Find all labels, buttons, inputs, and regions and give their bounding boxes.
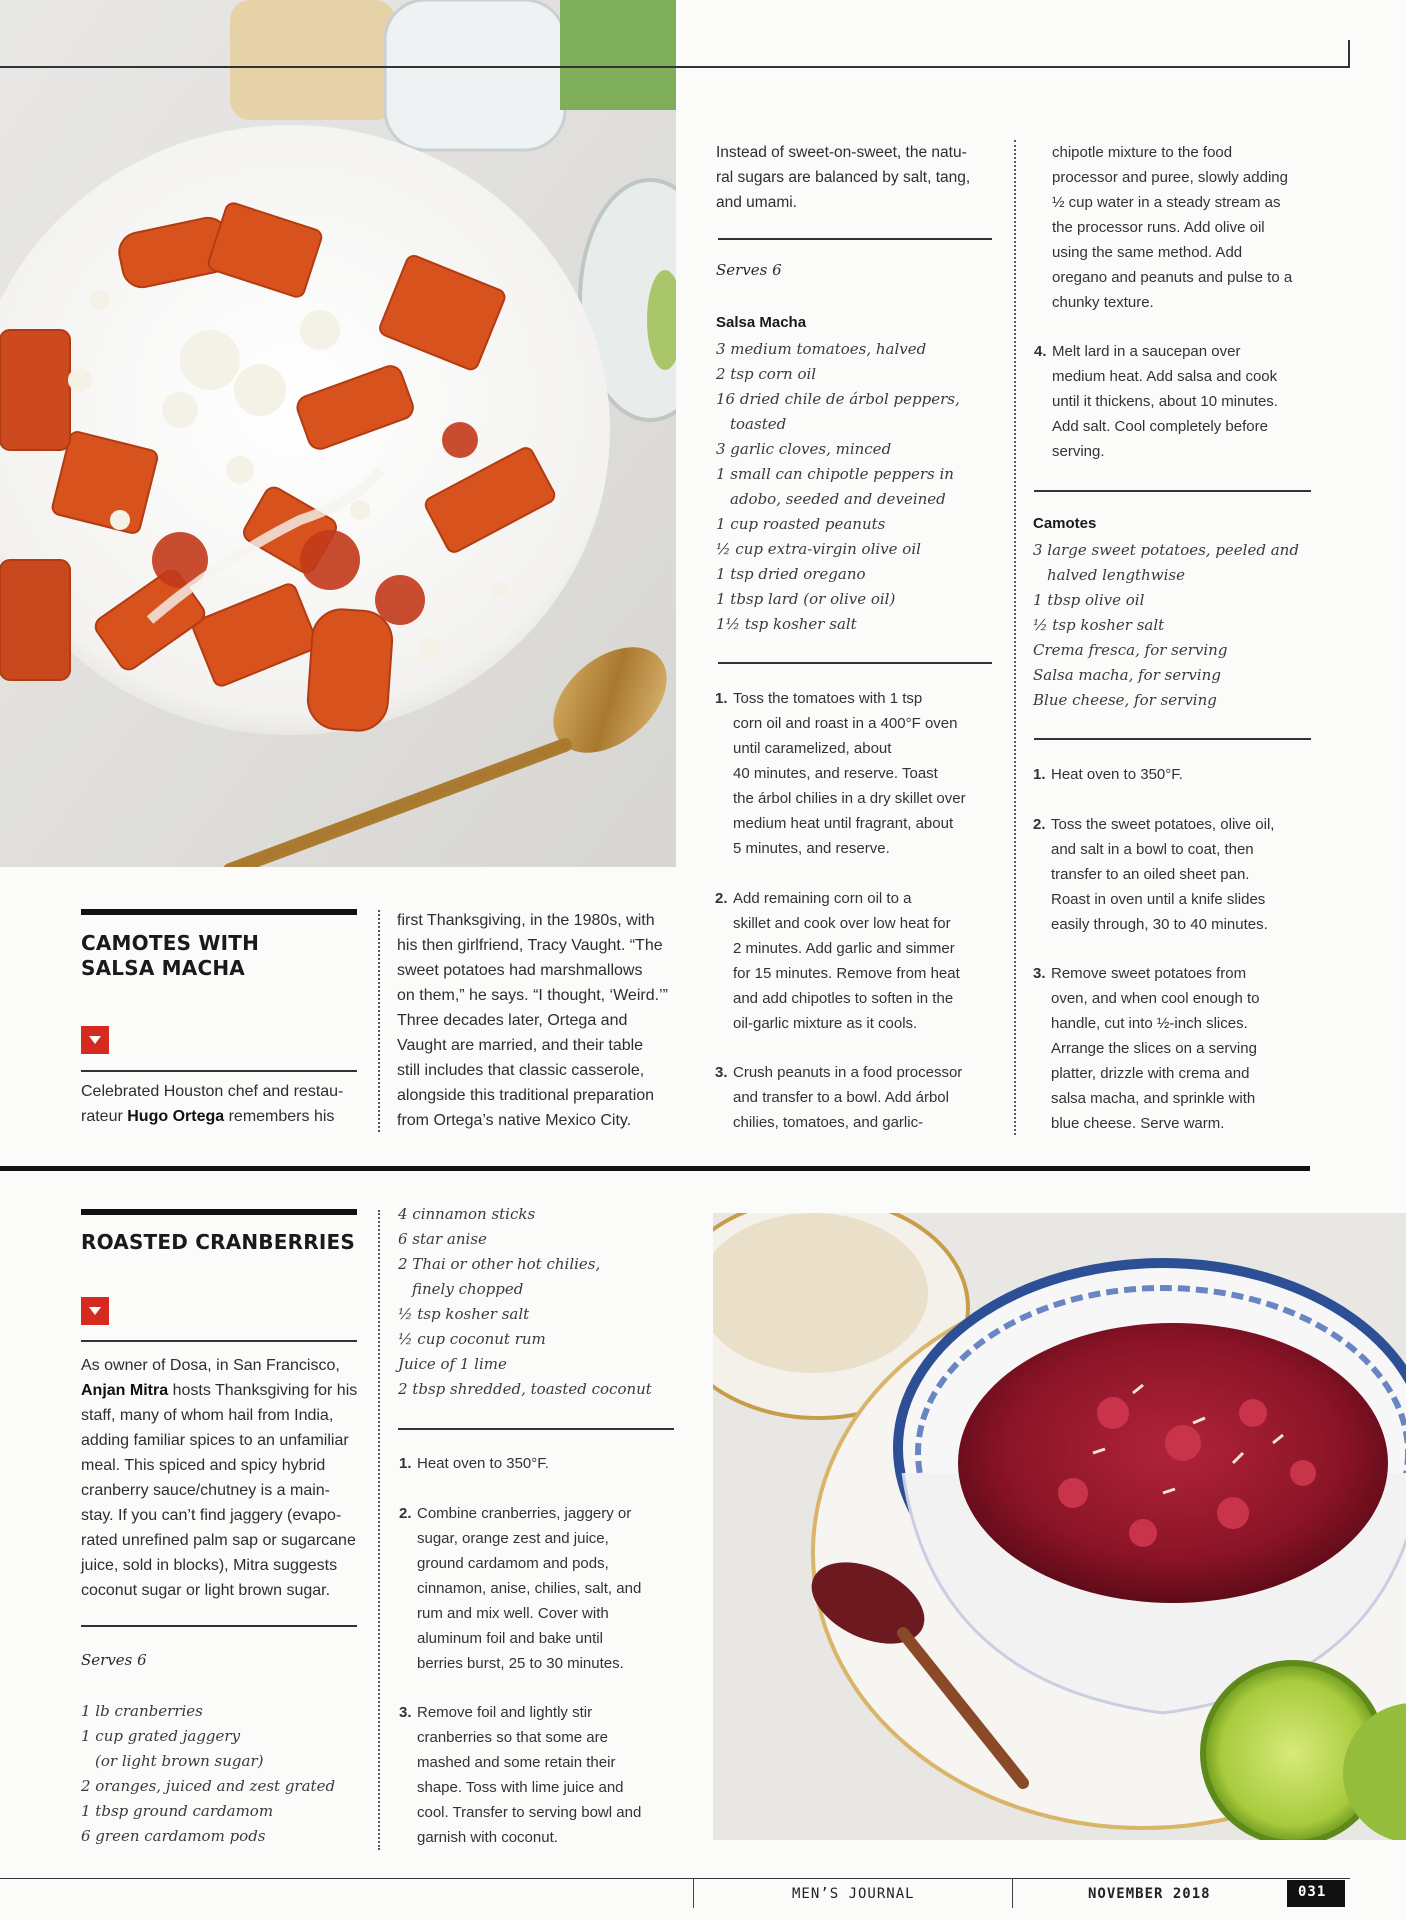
footer-divider xyxy=(1012,1878,1013,1908)
chef-name: Anjan Mitra xyxy=(81,1382,169,1399)
camotes-ingredients xyxy=(1033,538,1333,713)
recipe1-title-line1: CAMOTES WITH xyxy=(81,931,260,955)
top-rule xyxy=(0,66,1350,68)
ingredient: 16 dried chile de árbol peppers, xyxy=(716,390,960,408)
recipe2-title-bar xyxy=(81,1209,357,1215)
ingredient: Salsa macha, for serving xyxy=(1033,666,1221,684)
ingredient: 2 tsp corn oil xyxy=(716,365,817,383)
ingredient: Blue cheese, for serving xyxy=(1033,691,1217,709)
salsa-heading: Salsa Macha xyxy=(716,314,807,331)
recipe1-intro-continued: first Thanksgiving, in the 1980s, with his then girlfriend, Tracy Vaught. “The sweet potatoes had marshmallows on them,” he says. “I thought, ‘Weird.’” Three decades later, Ortega and Vaught are married, and their table still includes that classic casserole, alongside this traditional preparation from Ortega’s native Mexico City. xyxy=(397,912,668,1129)
section-separator xyxy=(0,1166,1310,1171)
ingredient: 1 small can chipotle peppers in xyxy=(716,465,954,483)
ingredient: adobo, seeded and deveined xyxy=(730,490,946,508)
cranberry-step: 3. Remove foil and lightly stir cranberries so that some are mashed and some retain their shape. Toss with lime juice and cool. Transfer to serving bowl and garnish with coconut. xyxy=(399,1704,642,1846)
cranberries-photo xyxy=(713,1213,1406,1840)
recipe2-serves: Serves 6 xyxy=(81,1651,147,1669)
ingredient: 1 tbsp lard (or olive oil) xyxy=(716,590,896,608)
ingredient: 1 tbsp olive oil xyxy=(1033,591,1145,609)
recipe1-intro-top: Instead of sweet-on-sweet, the natu- ral sugars are balanced by salt, tang, and umami. xyxy=(716,144,971,211)
camotes-step: 3. Remove sweet potatoes from oven, and when cool enough to handle, cut into ½-inch slices. Arrange the slices on a serving platter, drizzle with crema and salsa macha, and sprinkle with blue cheese. Serve warm. xyxy=(1033,965,1260,1132)
ingredient: finely chopped xyxy=(412,1280,524,1298)
cranberry-ingredients-b xyxy=(398,1202,688,1402)
camotes-photo xyxy=(0,0,676,867)
ingredient: 6 green cardamom pods xyxy=(81,1827,266,1845)
recipe1-arrow-badge-icon xyxy=(81,1026,109,1054)
chef-name: Hugo Ortega xyxy=(127,1108,225,1125)
salsa-step: 4. Melt lard in a saucepan over medium heat. Add salsa and cook until it thickens, about 10 minutes. Add salt. Cool completely before serving. xyxy=(1034,343,1278,460)
salsa-step: 1. Toss the tomatoes with 1 tsp corn oil and roast in a 400°F oven until caramelized, about 40 minutes, and reserve. Toast the árbol chilies in a dry skillet over medium heat until fragrant, about 5 minutes, and reserve. xyxy=(715,690,966,857)
ingredient: 3 large sweet potatoes, peeled and xyxy=(1033,541,1299,559)
top-rule-tick xyxy=(1348,40,1350,67)
page-number: 031 xyxy=(1298,1884,1327,1900)
camotes-heading: Camotes xyxy=(1033,515,1097,532)
camotes-step: 2. Toss the sweet potatoes, olive oil, and salt in a bowl to coat, then transfer to an oiled sheet pan. Roast in oven until a knife slides easily through, 30 to 40 minutes. xyxy=(1033,816,1275,933)
recipe1-title xyxy=(81,931,371,981)
recipe1-intro-line: rateur Hugo Ortega remembers his xyxy=(81,1108,335,1125)
footer-rule xyxy=(0,1878,1350,1879)
recipe1-intro-rule xyxy=(81,1070,357,1072)
ingredient: 1½ tsp kosher salt xyxy=(716,615,857,633)
rule xyxy=(1034,738,1311,740)
recipe1-title-line2: SALSA MACHA xyxy=(81,956,245,980)
ingredient: Juice of 1 lime xyxy=(398,1355,507,1373)
ingredient: 1 cup grated jaggery xyxy=(81,1727,241,1745)
ingredient: (or light brown sugar) xyxy=(95,1752,264,1770)
recipe1-intro-line: Celebrated Houston chef and restau- xyxy=(81,1083,344,1100)
salsa-ingredients xyxy=(716,337,996,637)
page-number-badge xyxy=(1287,1880,1345,1907)
rule xyxy=(81,1625,357,1627)
recipe2-title: ROASTED CRANBERRIES xyxy=(81,1230,355,1254)
rule xyxy=(398,1428,674,1430)
column-divider xyxy=(378,1210,380,1850)
ingredient: 4 cinnamon sticks xyxy=(398,1205,536,1223)
column-divider xyxy=(378,910,380,1132)
camotes-step: 1. Heat oven to 350°F. xyxy=(1033,766,1183,783)
column-divider xyxy=(1014,140,1016,1135)
salsa-step: 2. Add remaining corn oil to a skillet and cook over low heat for 2 minutes. Add garlic and simmer for 15 minutes. Remove from heat and add chipotles to soften in the oil-garlic mixture as it cools. xyxy=(715,890,960,1032)
salsa-step: 3. Crush peanuts in a food processor and transfer to a bowl. Add árbol chilies, tomatoes, and garlic- xyxy=(715,1064,963,1131)
rule xyxy=(718,238,992,240)
ingredient: 1 tsp dried oregano xyxy=(716,565,866,583)
ingredient: ½ cup extra-virgin olive oil xyxy=(716,540,921,558)
ingredient: 2 oranges, juiced and zest grated xyxy=(81,1777,336,1795)
ingredient: 3 garlic cloves, minced xyxy=(716,440,892,458)
ingredient: ½ cup coconut rum xyxy=(398,1330,546,1348)
rule xyxy=(1034,490,1311,492)
ingredient: 2 tbsp shredded, toasted coconut xyxy=(398,1380,652,1398)
recipe1-serves: Serves 6 xyxy=(716,261,782,279)
ingredient: 2 Thai or other hot chilies, xyxy=(398,1255,601,1273)
cranberry-ingredients-a xyxy=(81,1699,371,1849)
salsa-step3-continued: chipotle mixture to the food processor and puree, slowly adding ½ cup water in a steady stream as the processor runs. Add olive oil using the same method. Add oregano and peanuts and pulse to a chunky texture. xyxy=(1052,144,1293,311)
ingredient: ½ tsp kosher salt xyxy=(398,1305,530,1323)
recipe2-intro: As owner of Dosa, in San Francisco, Anjan Mitra hosts Thanksgiving for his staff, many of whom hail from India, adding familiar spices to an unfamiliar meal. This spiced and spicy hybrid cranberry sauce/chutney is a main- stay. If you can’t find jaggery (evapo- rated unrefined palm sap or sugarcane juice, sold in blocks), Mitra suggests coconut sugar or light brown sugar. xyxy=(81,1357,358,1599)
ingredient: 1 cup roasted peanuts xyxy=(716,515,886,533)
ingredient: 6 star anise xyxy=(398,1230,487,1248)
recipe1-title-bar xyxy=(81,909,357,915)
cranberry-step: 2. Combine cranberries, jaggery or sugar, orange zest and juice, ground cardamom and pods, cinnamon, anise, chilies, salt, and rum and mix well. Cover with aluminum foil and bake until berries burst, 25 to 30 minutes. xyxy=(399,1505,642,1672)
rule xyxy=(718,662,992,664)
ingredient: 1 tbsp ground cardamom xyxy=(81,1802,274,1820)
ingredient: Crema fresca, for serving xyxy=(1033,641,1228,659)
recipe2-arrow-badge-icon xyxy=(81,1297,109,1325)
recipe1-intro xyxy=(81,1079,371,1129)
ingredient: toasted xyxy=(730,415,787,433)
ingredient: halved lengthwise xyxy=(1047,566,1185,584)
ingredient: 1 lb cranberries xyxy=(81,1702,203,1720)
cranberry-step: 1. Heat oven to 350°F. xyxy=(399,1455,549,1472)
footer-divider xyxy=(693,1878,694,1908)
footer-date: NOVEMBER 2018 xyxy=(1088,1886,1211,1902)
footer-magazine-name: MEN’S JOURNAL xyxy=(792,1886,915,1902)
ingredient: 3 medium tomatoes, halved xyxy=(716,340,927,358)
recipe2-intro-rule xyxy=(81,1340,357,1342)
ingredient: ½ tsp kosher salt xyxy=(1033,616,1165,634)
